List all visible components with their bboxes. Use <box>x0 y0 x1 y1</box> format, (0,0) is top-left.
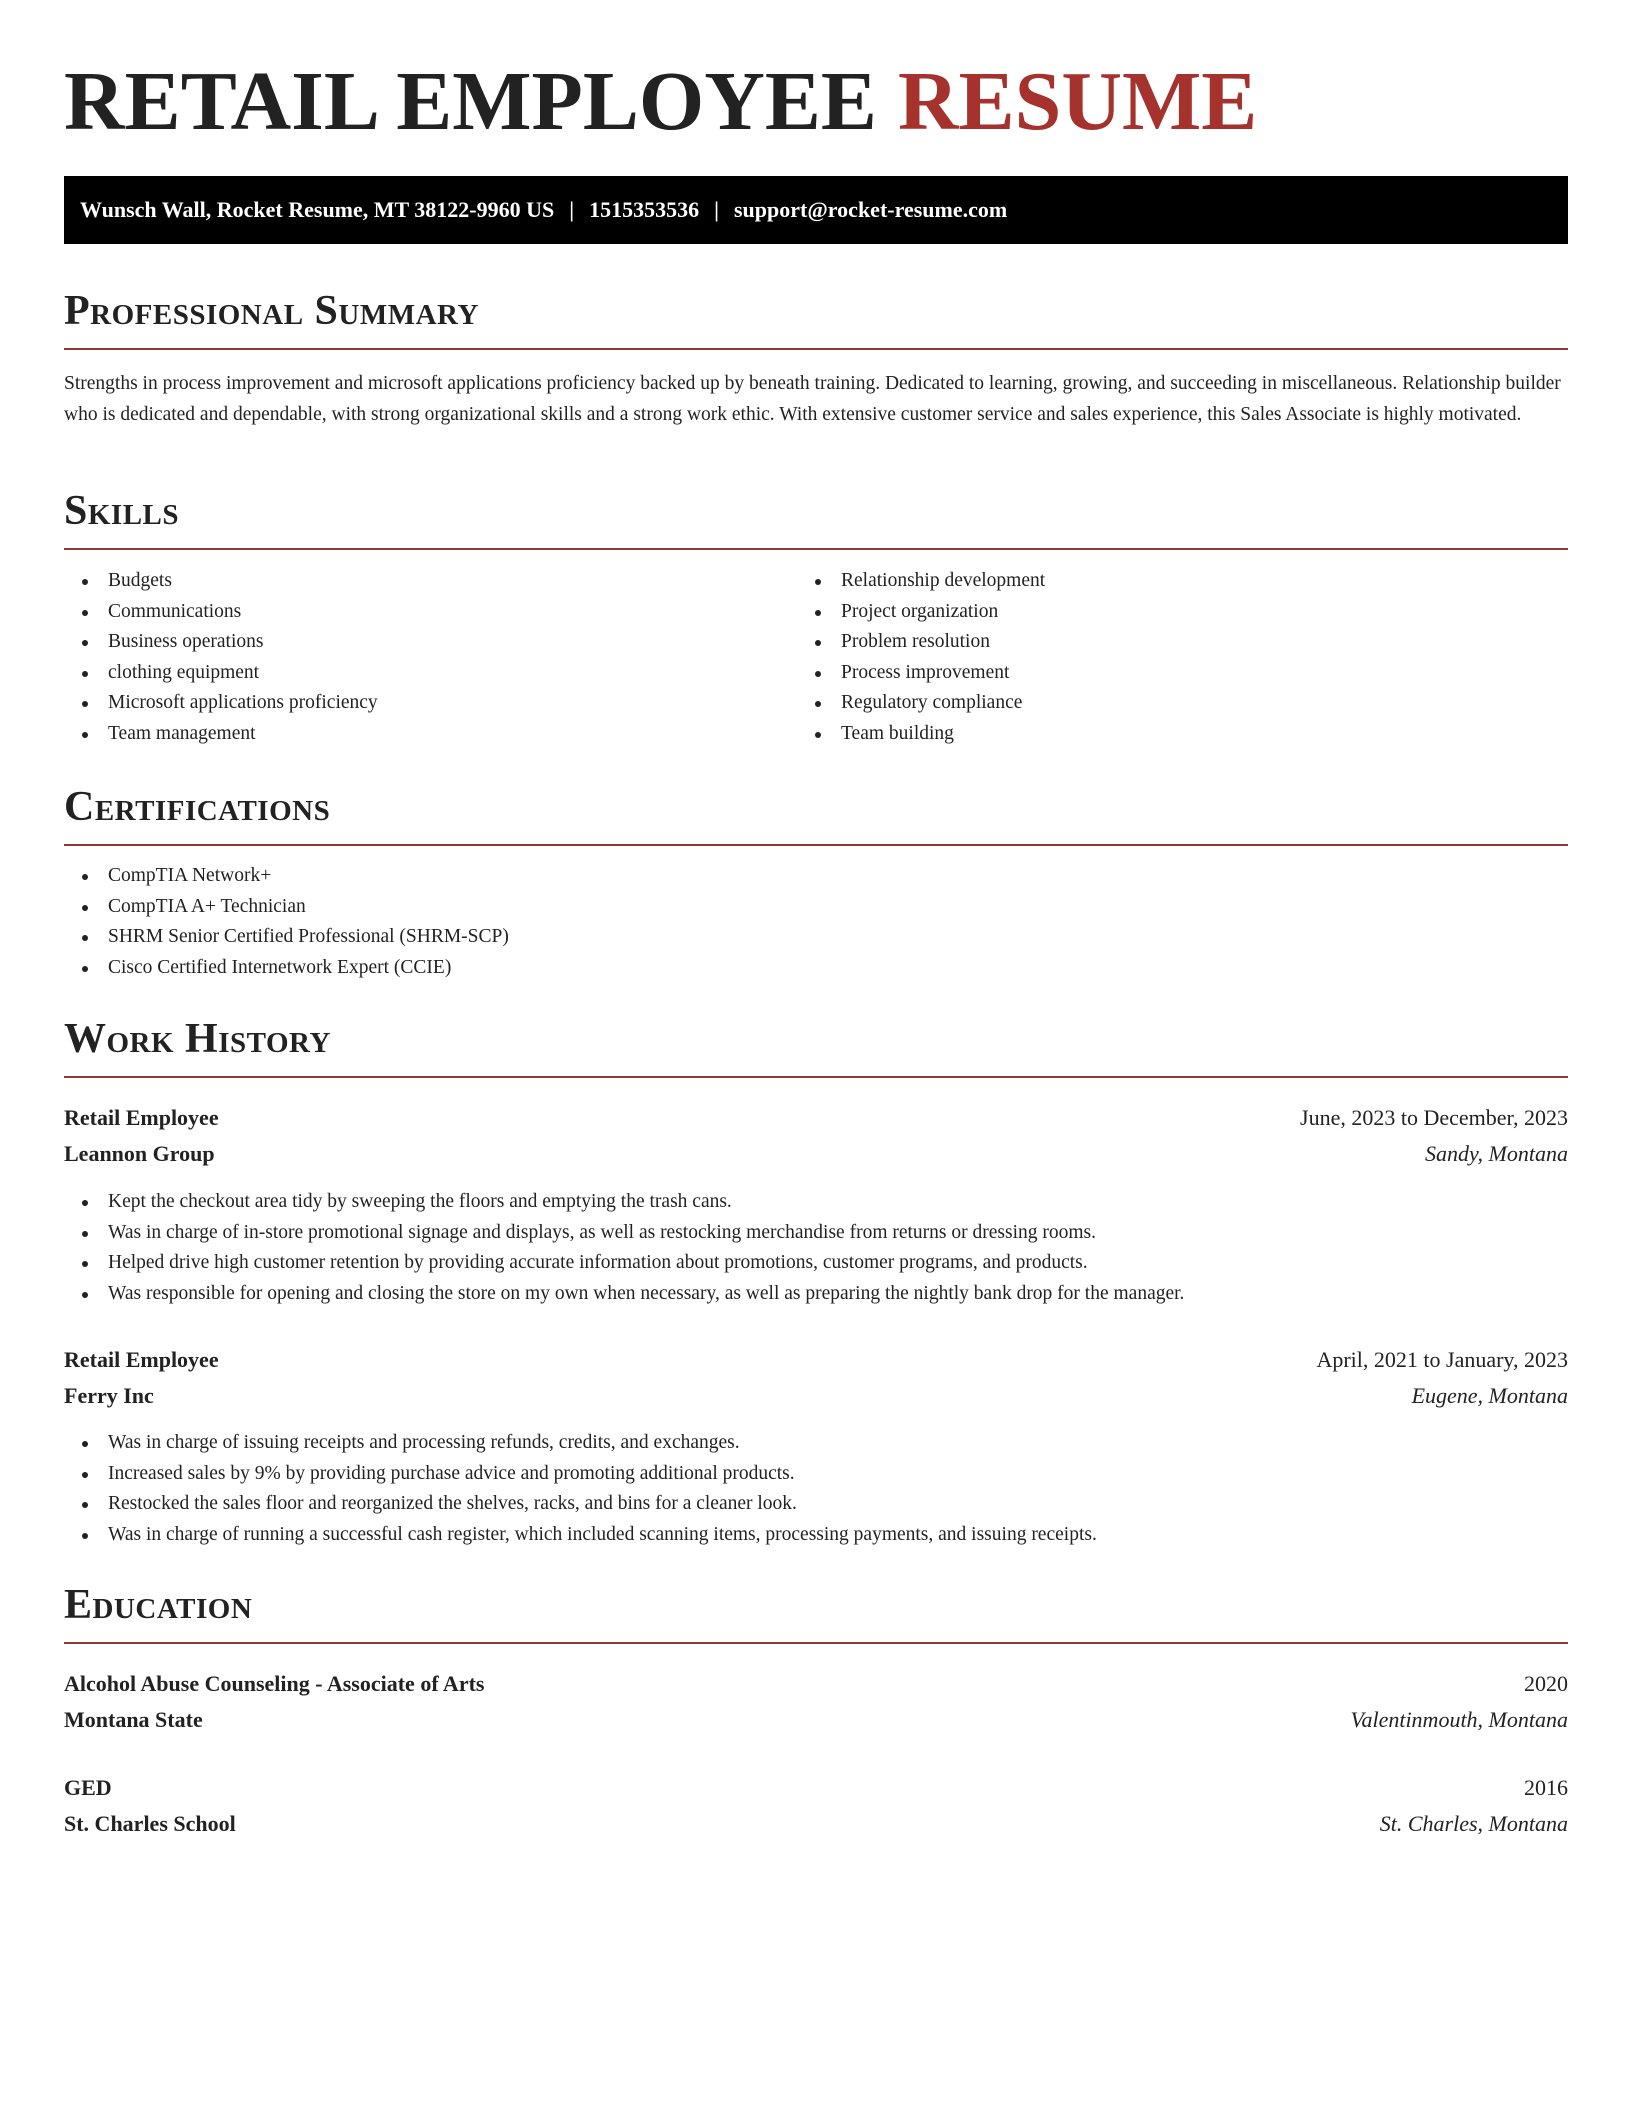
contact-address: Wunsch Wall, Rocket Resume, MT 38122-9960 US <box>80 197 555 222</box>
certification-item: CompTIA A+ Technician <box>64 892 509 923</box>
contact-phone: 1515353536 <box>589 197 700 222</box>
education-header <box>64 1666 1568 1702</box>
education-subheader <box>64 1806 1568 1842</box>
skill-item: Budgets <box>64 566 378 597</box>
certifications-heading: Certifications <box>64 784 331 830</box>
job-bullet: Kept the checkout area tidy by sweeping the floors and emptying the trash cans. <box>64 1187 1184 1218</box>
skill-item: Team management <box>64 719 378 750</box>
skill-item: Relationship development <box>797 566 1045 597</box>
job-bullets <box>64 1187 1184 1309</box>
job-company: Ferry Inc <box>64 1383 154 1408</box>
job-bullet: Was responsible for opening and closing the store on my own when necessary, as well as preparing the nightly bank drop for the manager. <box>64 1279 1184 1310</box>
job-location: Sandy, Montana <box>1425 1141 1568 1166</box>
certifications-list <box>64 861 509 983</box>
job-bullet: Was in charge of running a successful cash register, which included scanning items, processing payments, and issuing receipts. <box>64 1520 1097 1551</box>
resume-title <box>64 52 1257 153</box>
job-header <box>64 1100 1568 1136</box>
job-dates: April, 2021 to January, 2023 <box>1316 1347 1568 1372</box>
job-title: Retail Employee <box>64 1347 219 1372</box>
job-company: Leannon Group <box>64 1141 215 1166</box>
job-bullet: Helped drive high customer retention by providing accurate information about promotions, customer programs, and products. <box>64 1248 1184 1279</box>
certification-item: Cisco Certified Internetwork Expert (CCIE) <box>64 953 509 984</box>
job-title: Retail Employee <box>64 1105 219 1130</box>
education-location: Valentinmouth, Montana <box>1350 1707 1568 1732</box>
skills-list-left <box>64 566 378 749</box>
job-subheader <box>64 1378 1568 1414</box>
education-header <box>64 1770 1568 1806</box>
education-location: St. Charles, Montana <box>1379 1811 1568 1836</box>
skill-item: Team building <box>797 719 1045 750</box>
section-divider <box>64 1642 1568 1644</box>
contact-bar <box>64 176 1568 244</box>
section-divider <box>64 548 1568 550</box>
skill-item: Problem resolution <box>797 627 1045 658</box>
job-location: Eugene, Montana <box>1411 1383 1568 1408</box>
education-degree: Alcohol Abuse Counseling - Associate of Arts <box>64 1671 485 1696</box>
section-divider <box>64 348 1568 350</box>
job-bullet: Was in charge of in-store promotional signage and displays, as well as restocking merchandise from returns or dressing rooms. <box>64 1218 1184 1249</box>
education-year: 2020 <box>1524 1671 1568 1696</box>
contact-email: support@rocket-resume.com <box>733 197 1008 222</box>
education-subheader <box>64 1702 1568 1738</box>
education-degree: GED <box>64 1775 112 1800</box>
job-bullet: Restocked the sales floor and reorganized the shelves, racks, and bins for a cleaner look. <box>64 1489 1097 1520</box>
education-heading: Education <box>64 1582 253 1628</box>
education-year: 2016 <box>1524 1775 1568 1800</box>
summary-text: Strengths in process improvement and microsoft applications proficiency backed up by beneath training. Dedicated to learning, growing, and succeeding in miscellaneous. Relationship builder who is dedicated and dependable, with strong organizational skills and a strong work ethic. With extensive customer service and sales experience, this Sales Associate is highly motivated. <box>64 373 1561 425</box>
contact-separator: | <box>714 197 719 222</box>
certification-item: CompTIA Network+ <box>64 861 509 892</box>
job-dates: June, 2023 to December, 2023 <box>1300 1105 1568 1130</box>
title-main: RETAIL EMPLOYEE <box>64 55 877 148</box>
job-bullets <box>64 1428 1097 1550</box>
skill-item: Communications <box>64 597 378 628</box>
title-accent: RESUME <box>897 55 1258 148</box>
contact-separator: | <box>569 197 575 222</box>
summary-heading: Professional Summary <box>64 288 479 334</box>
education-school: St. Charles School <box>64 1811 236 1836</box>
skill-item: Regulatory compliance <box>797 688 1045 719</box>
section-divider <box>64 1076 1568 1078</box>
skill-item: Microsoft applications proficiency <box>64 688 378 719</box>
certification-item: SHRM Senior Certified Professional (SHRM-SCP) <box>64 922 509 953</box>
job-bullet: Increased sales by 9% by providing purchase advice and promoting additional products. <box>64 1459 1097 1490</box>
education-school: Montana State <box>64 1707 203 1732</box>
work-history-heading: Work History <box>64 1016 331 1062</box>
skill-item: clothing equipment <box>64 658 378 689</box>
job-header <box>64 1342 1568 1378</box>
job-bullet: Was in charge of issuing receipts and processing refunds, credits, and exchanges. <box>64 1428 1097 1459</box>
skills-heading: Skills <box>64 488 180 534</box>
skill-item: Project organization <box>797 597 1045 628</box>
skill-item: Business operations <box>64 627 378 658</box>
skills-list-right <box>797 566 1045 749</box>
skill-item: Process improvement <box>797 658 1045 689</box>
section-divider <box>64 844 1568 846</box>
job-subheader <box>64 1136 1568 1172</box>
